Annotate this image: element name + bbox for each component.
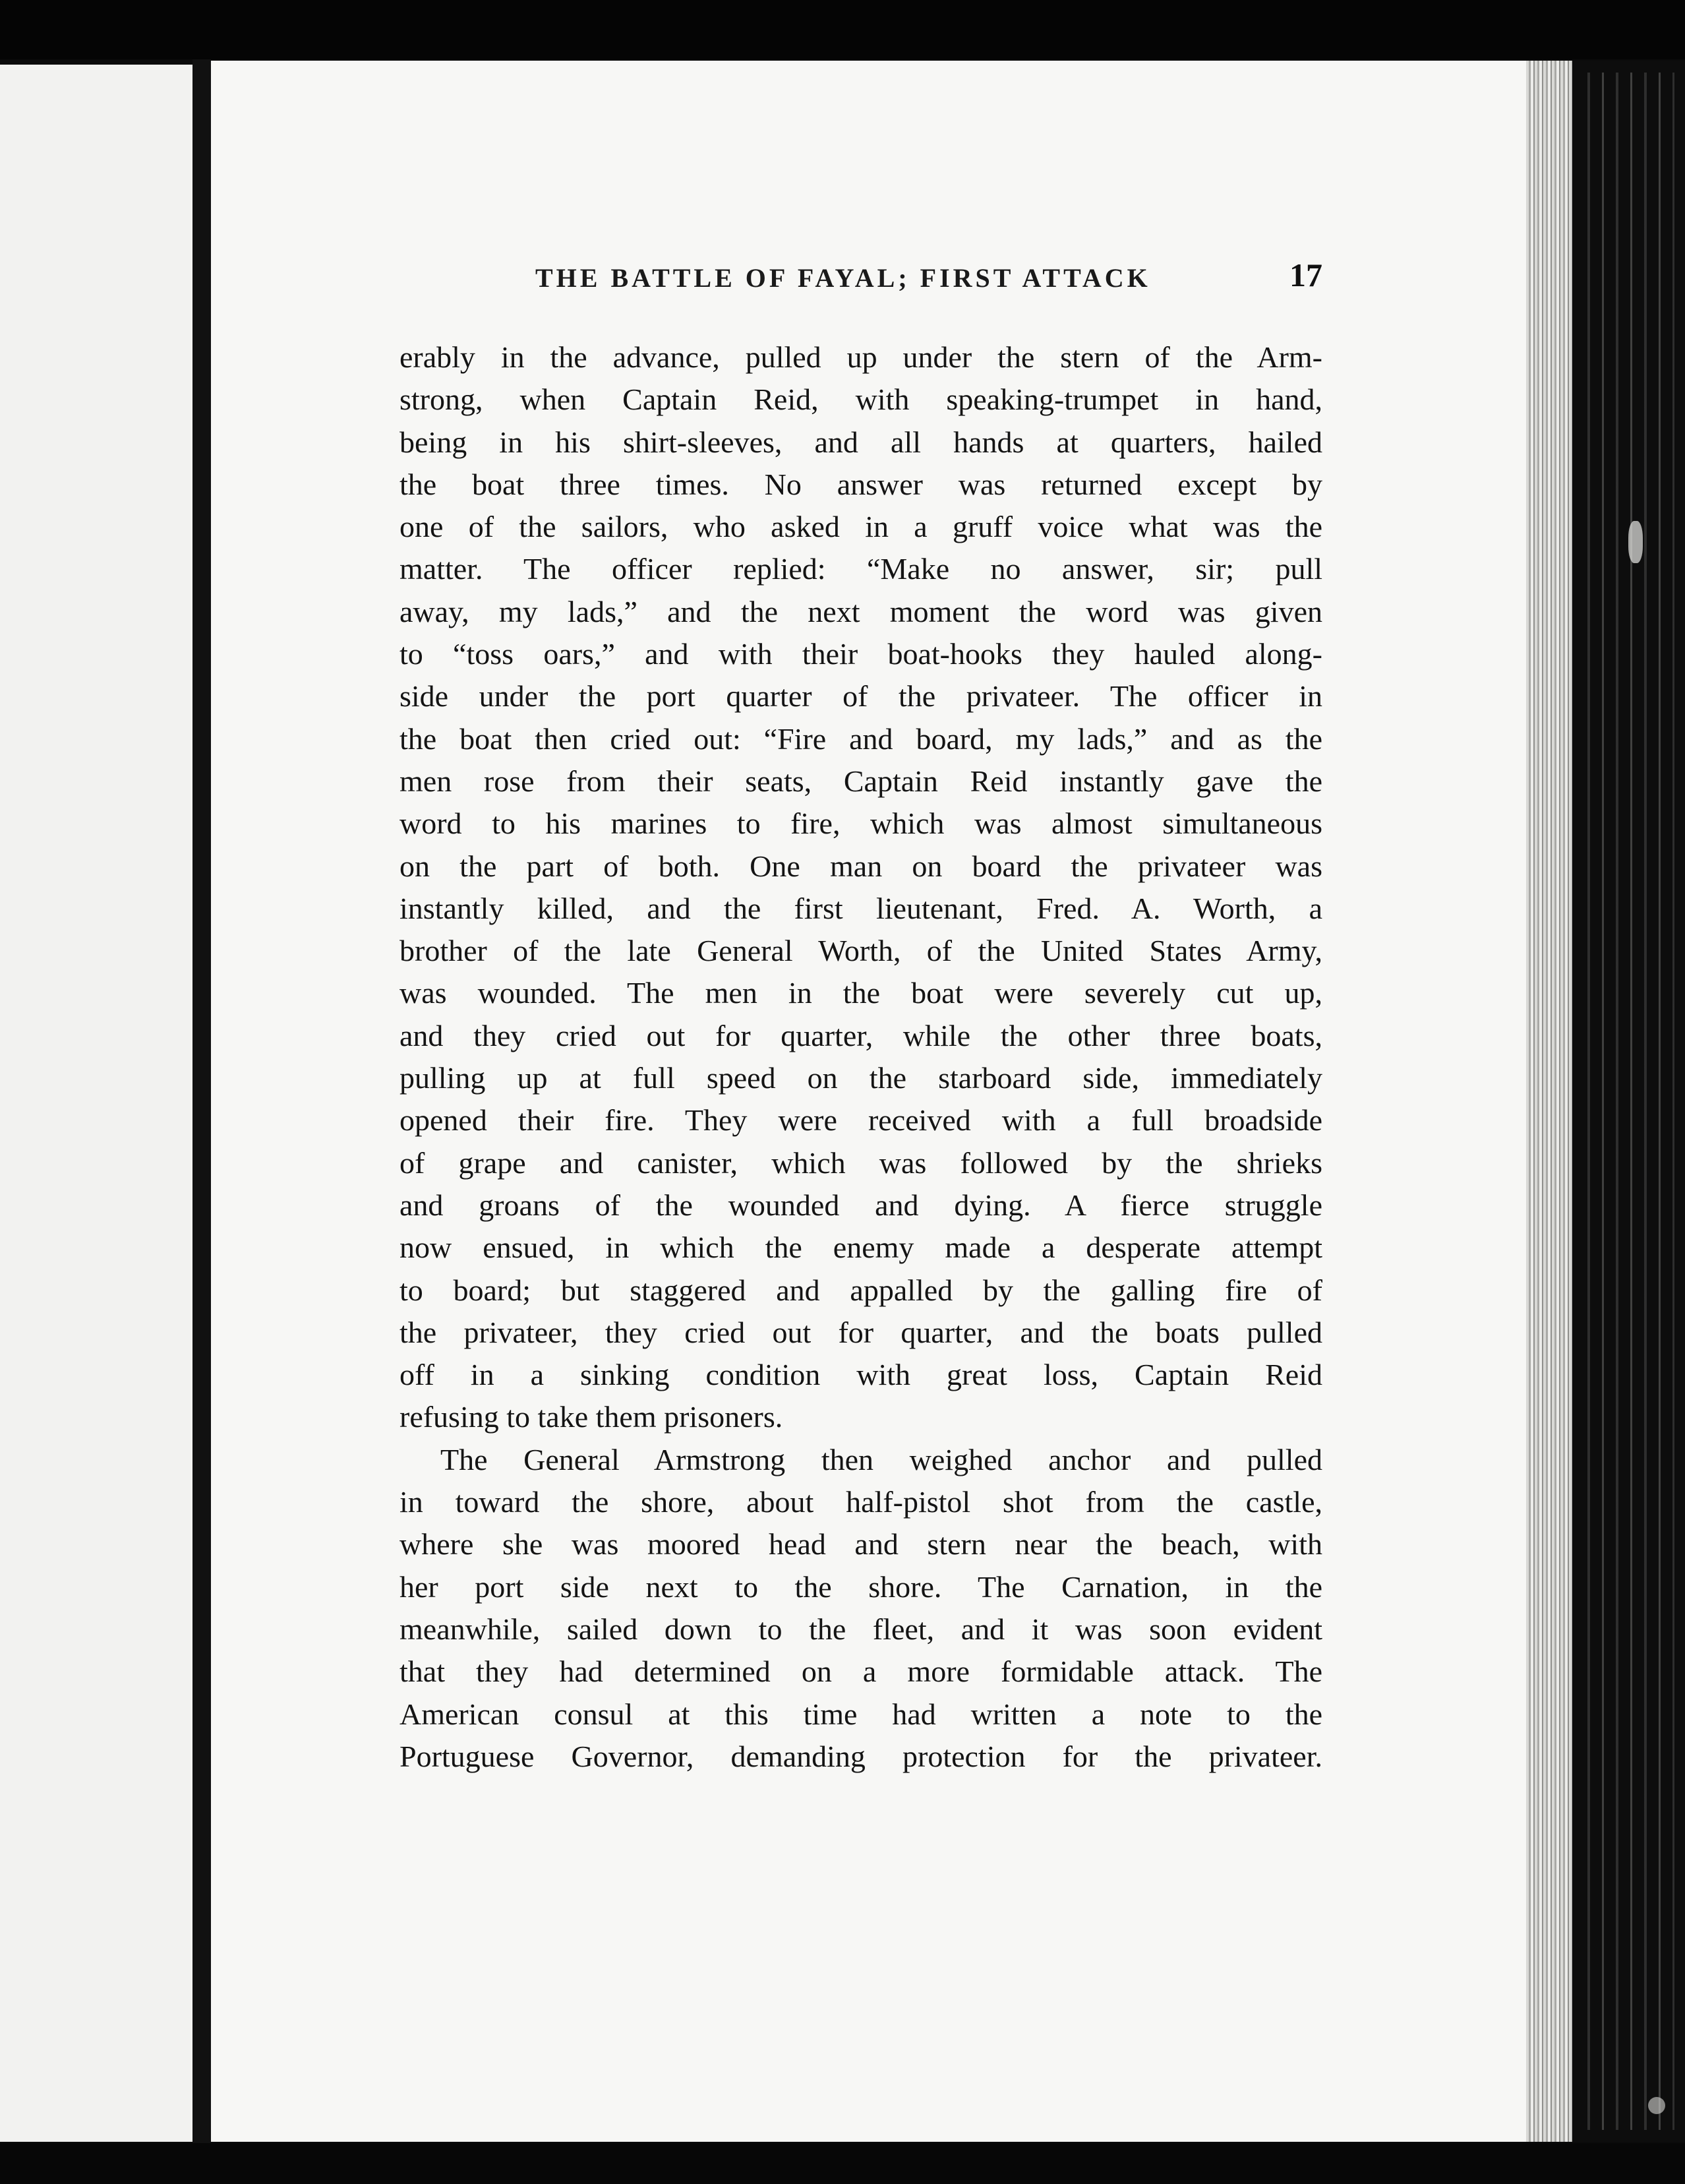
text-line: Portuguese Governor, demanding protection for the privateer. <box>399 1739 1322 1773</box>
text-line: away, my lads,” and the next moment the word was given <box>399 594 1322 628</box>
book-cover-edge <box>1576 73 1674 2130</box>
text-line: The General Armstrong then weighed anchor and pulled <box>440 1442 1322 1476</box>
text-line: word to his marines to fire, which was almost simultaneous <box>399 806 1322 841</box>
running-head: THE BATTLE OF FAYAL; FIRST ATTACK <box>535 263 1151 293</box>
text-line: men rose from their seats, Captain Reid instantly gave the <box>399 764 1322 798</box>
text-line: brother of the late General Worth, of the United States Army, <box>399 934 1322 968</box>
scan-border-top <box>0 0 1685 59</box>
scan-speck <box>1628 521 1643 563</box>
body-text <box>399 336 1322 1778</box>
text-line: to “toss oars,” and with their boat-hooks they hauled along- <box>399 637 1322 671</box>
text-line: the privateer, they cried out for quarter, and the boats pulled <box>399 1315 1322 1349</box>
page-block-edge <box>1526 61 1572 2142</box>
facing-page-edge <box>0 65 194 2142</box>
text-line: American consul at this time had written a note to the <box>399 1697 1322 1731</box>
text-line: erably in the advance, pulled up under the stern of the Arm- <box>399 340 1322 374</box>
text-line: refusing to take them prisoners. <box>399 1400 783 1434</box>
text-line: and groans of the wounded and dying. A fierce struggle <box>399 1188 1322 1222</box>
text-line: opened their fire. They were received with a full broadside <box>399 1103 1322 1138</box>
text-line: where she was moored head and stern near the beach, with <box>399 1527 1322 1562</box>
paragraph-2 <box>399 1439 1322 1778</box>
scan-speck <box>1648 2097 1665 2114</box>
text-line: one of the sailors, who asked in a gruff voice what was the <box>399 510 1322 544</box>
text-line: off in a sinking condition with great loss, Captain Reid <box>399 1358 1322 1392</box>
text-line: pulling up at full speed on the starboard side, immediately <box>399 1061 1322 1095</box>
text-line: strong, when Captain Reid, with speaking-trumpet in hand, <box>399 382 1322 417</box>
text-line: matter. The officer replied: “Make no answer, sir; pull <box>399 552 1322 586</box>
text-line: being in his shirt-sleeves, and all hands at quarters, hailed <box>399 425 1322 459</box>
book-gutter <box>192 59 211 2143</box>
text-line: her port side next to the shore. The Carnation, in the <box>399 1569 1322 1604</box>
text-line: now ensued, in which the enemy made a desperate attempt <box>399 1230 1322 1265</box>
text-line: that they had determined on a more formidable attack. The <box>399 1654 1322 1689</box>
text-line: of grape and canister, which was followed by the shrieks <box>399 1145 1322 1180</box>
paragraph-1 <box>399 336 1322 1439</box>
text-line: to board; but staggered and appalled by the galling fire of <box>399 1273 1322 1307</box>
text-line: instantly killed, and the first lieutenant, Fred. A. Worth, a <box>399 891 1322 925</box>
text-line: side under the port quarter of the privateer. The officer in <box>399 679 1322 713</box>
page-number: 17 <box>1289 257 1322 293</box>
text-line: and they cried out for quarter, while the other three boats, <box>399 1018 1322 1052</box>
text-line: the boat then cried out: “Fire and board, my lads,” and as the <box>399 721 1322 756</box>
text-line: the boat three times. No answer was returned except by <box>399 467 1322 501</box>
text-line: in toward the shore, about half-pistol shot from the castle, <box>399 1485 1322 1519</box>
text-line: was wounded. The men in the boat were severely cut up, <box>399 976 1322 1010</box>
text-line: meanwhile, sailed down to the fleet, and it was soon evident <box>399 1612 1322 1646</box>
text-line: on the part of both. One man on board the privateer was <box>399 849 1322 883</box>
scan-border-bottom <box>0 2143 1685 2184</box>
